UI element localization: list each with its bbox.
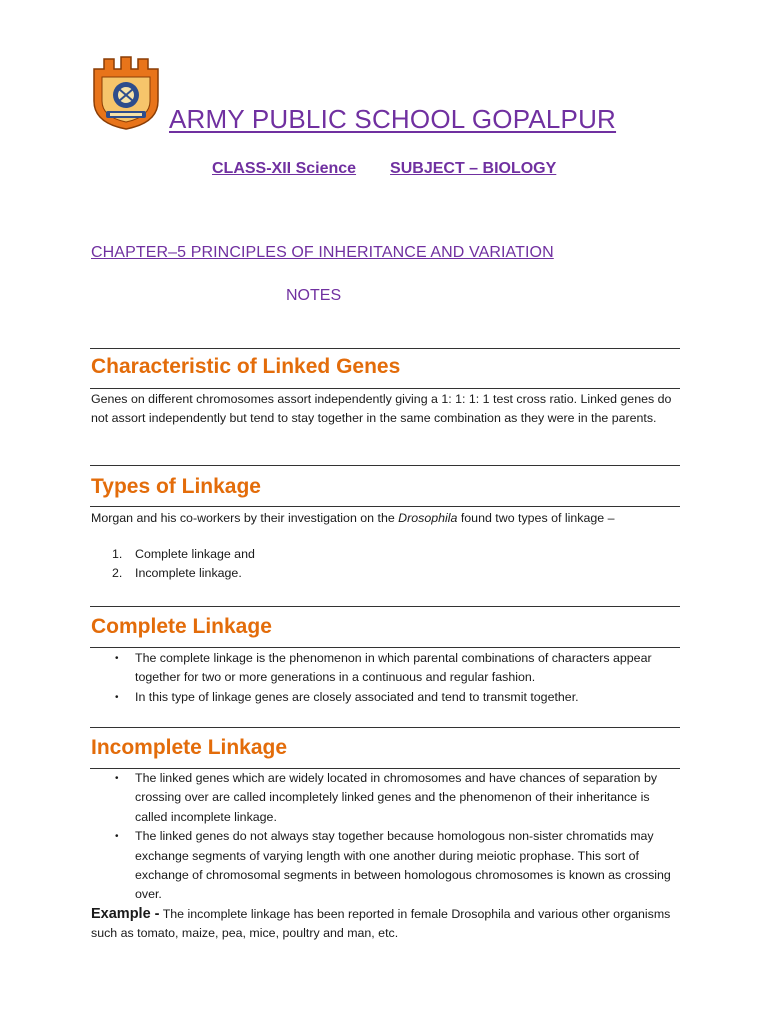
divider (90, 348, 680, 349)
divider (90, 506, 680, 507)
bullet-text: The linked genes do not always stay together because homologous non-sister chromatids may exchange segments of varying length with one another during meiotic prophase. This sort of exchange of chromosomal segments in between homologous chromosomes is known as crossing over. (135, 829, 671, 902)
bullet-marker: • (115, 691, 119, 703)
divider (90, 606, 680, 607)
list-marker: 2. (112, 566, 123, 581)
linked-genes-text: Genes on different chromosomes assort independently giving a 1: 1: 1: 1 test cross ratio. Linked genes do not assort independently but tend to stay together in the same combination as they were in the parents. (91, 392, 672, 426)
heading-incomplete-linkage: Incomplete Linkage (91, 736, 288, 759)
divider (90, 388, 680, 389)
example-text: The incomplete linkage has been reported in female Drosophila and various other organisms such as tomato, maize, pea, mice, poultry and man, etc. (91, 907, 671, 941)
types-intro-after: found two types of linkage – (457, 511, 615, 525)
class-label: CLASS-XII Science (212, 160, 357, 177)
heading-complete-linkage: Complete Linkage (91, 615, 272, 638)
divider (90, 465, 680, 466)
bullet-marker: • (115, 773, 119, 784)
bullet-marker: • (115, 653, 119, 664)
example-paragraph (91, 905, 683, 944)
list-item-text: Incomplete linkage. (135, 566, 242, 581)
heading-types-of-linkage: Types of Linkage (91, 475, 261, 498)
types-intro-text (91, 509, 683, 528)
divider (90, 727, 680, 728)
types-intro-before: Morgan and his co-workers by their investigation on the (91, 511, 399, 525)
complete-linkage-list (112, 649, 682, 707)
divider (90, 647, 680, 648)
list-item (112, 564, 682, 583)
bullet-item (112, 827, 682, 905)
bullet-marker: • (115, 831, 119, 843)
bullet-item (112, 649, 682, 688)
school-logo (90, 55, 162, 131)
bullet-text: In this type of linkage genes are closely associated and tend to transmit together. (135, 689, 579, 704)
bullet-text: The complete linkage is the phenomenon in which parental combinations of characters appear together for two or more generations in a continuous and regular fashion. (135, 651, 652, 685)
incomplete-linkage-list (112, 769, 682, 905)
class-subject-line (212, 160, 556, 178)
list-item (112, 545, 682, 564)
chapter-title: CHAPTER–5 PRINCIPLES OF INHERITANCE AND VARIATION (91, 244, 554, 261)
bullet-item (112, 688, 682, 707)
types-intro-italic: Drosophila (398, 511, 458, 525)
heading-linked-genes: Characteristic of Linked Genes (91, 355, 401, 378)
bullet-text: The linked genes which are widely located in chromosomes and have chances of separation by crossing over are called incompletely linked genes and the phenomenon of their inheritance is called incomplete linkage. (135, 771, 658, 824)
list-item-text: Complete linkage and (135, 547, 255, 561)
list-marker: 1. (112, 547, 123, 561)
subject-label: SUBJECT – BIOLOGY (390, 160, 557, 177)
example-label: Example - (91, 906, 160, 922)
bullet-item (112, 769, 682, 827)
school-name: ARMY PUBLIC SCHOOL GOPALPUR (169, 104, 617, 134)
types-list (112, 545, 682, 584)
notes-label: NOTES (286, 287, 342, 304)
